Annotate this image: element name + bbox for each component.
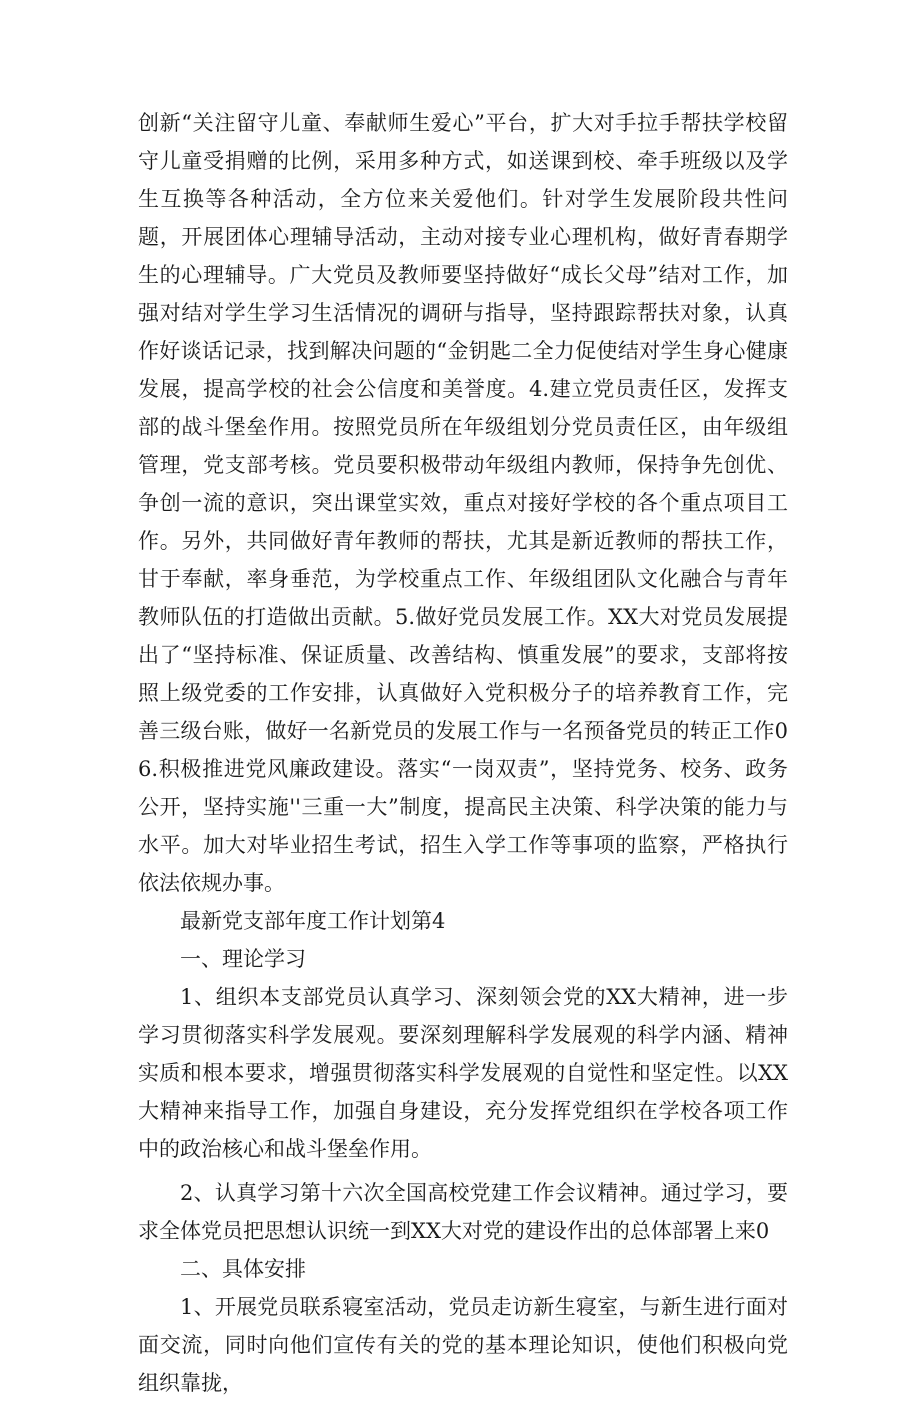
document-page — [138, 104, 788, 1402]
section-heading-arrangement: 二、具体安排 — [180, 1257, 306, 1281]
body-paragraph-3: 2、认真学习第十六次全国高校党建工作会议精神。通过学习，要求全体党员把思想认识统一到XX大对党的建设作出的总体部署上来0 — [138, 1181, 788, 1243]
body-paragraph-1: 创新“关注留守儿童、奉献师生爱心”平台，扩大对手拉手帮扶学校留守儿童受捐赠的比例，采用多种方式，如送课到校、牵手班级以及学生互换等各种活动，全方位来关爱他们。针对学生发展阶段共性问题，开展团体心理辅导活动，主动对接专业心理机构，做好青春期学生的心理辅导。广大党员及教师要坚持做好“成长父母”结对工作，加强对结对学生学习生活情况的调研与指导，坚持跟踪帮扶对象，认真作好谈话记录，找到解决问题的“金钥匙二全力促使结对学生身心健康发展，提高学校的社会公信度和美誉度。4.建立党员责任区，发挥支部的战斗堡垒作用。按照党员所在年级组划分党员责任区，由年级组管理，党支部考核。党员要积极带动年级组内教师，保持争先创优、争创一流的意识，突出课堂实效，重点对接好学校的各个重点项目工作。另外，共同做好青年教师的帮扶，尤其是新近教师的帮扶工作，甘于奉献，率身垂范，为学校重点工作、年级组团队文化融合与青年教师队伍的打造做出贡献。5.做好党员发展工作。XX大对党员发展提出了“坚持标准、保证质量、改善结构、慎重发展”的要求，支部将按照上级党委的工作安排，认真做好入党积极分子的培养教育工作，完善三级台账，做好一名新党员的发展工作与一名预备党员的转正工作06.积极推进党风廉政建设。落实“一岗双责”，坚持党务、校务、政务公开，坚持实施''三重一大”制度，提高民主决策、科学决策的能力与水平。加大对毕业招生考试，招生入学工作等事项的监察，严格执行依法依规办事。 — [138, 111, 788, 895]
section-heading-theory: 一、理论学习 — [180, 947, 306, 971]
body-paragraph-4: 1、开展党员联系寝室活动，党员走访新生寝室，与新生进行面对面交流，同时向他们宣传有关的党的基本理论知识，使他们积极向党组织靠拢， — [138, 1295, 788, 1395]
body-paragraph-2: 1、组织本支部党员认真学习、深刻领会党的XX大精神，进一步学习贯彻落实科学发展观。要深刻理解科学发展观的科学内涵、精神实质和根本要求，增强贯彻落实科学发展观的自觉性和坚定性。以XX大精神来指导工作，加强自身建设，充分发挥党组织在学校各项工作中的政治核心和战斗堡垒作用。 — [138, 985, 788, 1161]
plan-title: 最新党支部年度工作计划第4 — [180, 909, 446, 933]
